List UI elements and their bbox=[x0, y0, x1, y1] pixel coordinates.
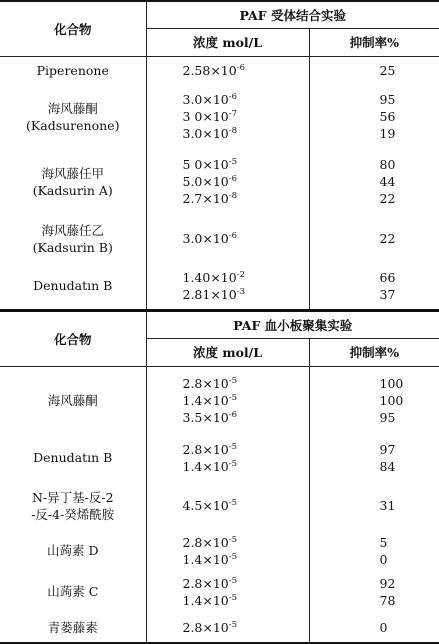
table-row bbox=[0, 613, 439, 643]
inhibition-rate-cell bbox=[309, 85, 439, 149]
concentration-mantissa: 2.7×10 bbox=[183, 191, 229, 206]
inhibition-rate-value: 56 bbox=[380, 108, 439, 125]
concentration-mantissa: 1.40×10 bbox=[183, 270, 237, 285]
inhibition-rate-value: 97 bbox=[380, 441, 439, 458]
section-paf-platelet-aggregation bbox=[0, 311, 439, 643]
concentration-exponent: -5 bbox=[229, 535, 237, 545]
concentration-cell bbox=[146, 435, 309, 481]
inhibition-rate-value: 31 bbox=[380, 497, 439, 514]
concentration-exponent: -5 bbox=[229, 157, 237, 167]
concentration-cell bbox=[146, 367, 309, 435]
table-row bbox=[0, 435, 439, 481]
compound-name-line: 海风藤酮 bbox=[4, 392, 142, 409]
compound-header: 化合物 bbox=[0, 311, 146, 367]
concentration-value bbox=[183, 592, 309, 609]
concentration-value bbox=[183, 286, 309, 303]
inhibition-rate-cell bbox=[309, 531, 439, 571]
concentration-value bbox=[183, 619, 309, 636]
compound-name-line: 青蒌藤素 bbox=[4, 619, 142, 636]
concentration-mantissa: 2.8×10 bbox=[183, 376, 229, 391]
inhibition-rate-cell bbox=[309, 367, 439, 435]
concentration-exponent: -5 bbox=[229, 576, 237, 586]
concentration-mantissa: 3.0×10 bbox=[183, 231, 229, 246]
concentration-value bbox=[183, 156, 309, 173]
table-row bbox=[0, 149, 439, 215]
inhibition-rate-cell bbox=[309, 571, 439, 613]
concentration-exponent: -6 bbox=[229, 410, 237, 420]
compound-name-line: 海风藤任乙 bbox=[4, 222, 142, 239]
concentration-value bbox=[183, 269, 309, 286]
inhibition-rate-cell bbox=[309, 263, 439, 311]
concentration-exponent: -5 bbox=[229, 376, 237, 386]
header-row bbox=[0, 1, 439, 29]
concentration-mantissa: 2.8×10 bbox=[183, 535, 229, 550]
compound-name-line: -反-4-癸烯酰胺 bbox=[4, 506, 142, 523]
inhibition-rate-value: 37 bbox=[380, 286, 439, 303]
concentration-cell bbox=[146, 531, 309, 571]
compound-name-line: Denudatın B bbox=[4, 449, 142, 466]
concentration-exponent: -6 bbox=[229, 231, 237, 241]
concentration-cell bbox=[146, 85, 309, 149]
concentration-mantissa: 1.4×10 bbox=[183, 552, 229, 567]
concentration-value bbox=[183, 125, 309, 142]
concentration-header: 浓度 mol/L bbox=[146, 339, 309, 367]
compound-name bbox=[0, 367, 146, 435]
concentration-value bbox=[183, 458, 309, 475]
inhibition-rate-value: 95 bbox=[380, 409, 439, 426]
concentration-mantissa: 2.58×10 bbox=[183, 63, 237, 78]
concentration-exponent: -5 bbox=[229, 498, 237, 508]
concentration-value bbox=[183, 375, 309, 392]
concentration-value bbox=[183, 62, 309, 79]
inhibition-rate-value: 0 bbox=[380, 551, 439, 568]
concentration-mantissa: 3.0×10 bbox=[183, 126, 229, 141]
concentration-mantissa: 2.8×10 bbox=[183, 620, 229, 635]
concentration-value bbox=[183, 441, 309, 458]
concentration-exponent: -3 bbox=[237, 287, 245, 297]
concentration-value bbox=[183, 551, 309, 568]
table-row bbox=[0, 57, 439, 85]
inhibition-rate-value: 100 bbox=[380, 392, 439, 409]
inhibition-rate-value: 19 bbox=[380, 125, 439, 142]
experiment-header: PAF 受体结合实验 bbox=[146, 1, 439, 29]
inhibition-rate-header: 抑制率% bbox=[309, 339, 439, 367]
concentration-cell bbox=[146, 263, 309, 311]
inhibition-rate-value: 5 bbox=[380, 534, 439, 551]
inhibition-rate-value: 100 bbox=[380, 375, 439, 392]
compound-name-line: 海风藤任甲 bbox=[4, 165, 142, 182]
table-row bbox=[0, 481, 439, 531]
compound-name bbox=[0, 481, 146, 531]
concentration-cell bbox=[146, 57, 309, 85]
concentration-exponent: -2 bbox=[237, 270, 245, 280]
concentration-mantissa: 2.81×10 bbox=[183, 287, 237, 302]
inhibition-rate-value: 66 bbox=[380, 269, 439, 286]
table-row bbox=[0, 215, 439, 263]
compound-name bbox=[0, 435, 146, 481]
inhibition-rate-value: 22 bbox=[380, 230, 439, 247]
concentration-mantissa: 4.5×10 bbox=[183, 498, 229, 513]
concentration-value bbox=[183, 392, 309, 409]
inhibition-rate-value: 22 bbox=[380, 190, 439, 207]
inhibition-rate-value: 92 bbox=[380, 575, 439, 592]
compound-name bbox=[0, 531, 146, 571]
compound-name-line: N-异丁基-反-2 bbox=[4, 489, 142, 506]
concentration-exponent: -5 bbox=[229, 442, 237, 452]
compound-name bbox=[0, 57, 146, 85]
compound-name-line: (Kadsurin B) bbox=[4, 239, 142, 256]
experiment-header: PAF 血小板聚集实验 bbox=[146, 311, 439, 339]
inhibition-rate-cell bbox=[309, 149, 439, 215]
inhibition-rate-value: 78 bbox=[380, 592, 439, 609]
table-row bbox=[0, 367, 439, 435]
compound-name-line: (Kadsurin A) bbox=[4, 182, 142, 199]
concentration-header: 浓度 mol/L bbox=[146, 29, 309, 57]
concentration-exponent: -5 bbox=[229, 593, 237, 603]
compound-name-line: 山蒟素 C bbox=[4, 583, 142, 600]
table-row bbox=[0, 263, 439, 311]
concentration-mantissa: 1.4×10 bbox=[183, 593, 229, 608]
inhibition-rate-value: 80 bbox=[380, 156, 439, 173]
concentration-value bbox=[183, 409, 309, 426]
concentration-exponent: -6 bbox=[229, 92, 237, 102]
inhibition-rate-cell bbox=[309, 613, 439, 643]
concentration-value bbox=[183, 534, 309, 551]
concentration-cell bbox=[146, 613, 309, 643]
concentration-cell bbox=[146, 571, 309, 613]
concentration-mantissa: 3.0×10 bbox=[183, 92, 229, 107]
table-row bbox=[0, 85, 439, 149]
table-row bbox=[0, 571, 439, 613]
concentration-value bbox=[183, 108, 309, 125]
compound-name-line: (Kadsurenone) bbox=[4, 117, 142, 134]
table-row bbox=[0, 531, 439, 571]
compound-name-line: Piperenone bbox=[4, 62, 142, 79]
concentration-value bbox=[183, 230, 309, 247]
compound-name bbox=[0, 571, 146, 613]
inhibition-rate-cell bbox=[309, 435, 439, 481]
concentration-mantissa: 1.4×10 bbox=[183, 459, 229, 474]
concentration-value bbox=[183, 91, 309, 108]
inhibition-rate-value: 84 bbox=[380, 458, 439, 475]
concentration-cell bbox=[146, 481, 309, 531]
concentration-exponent: -5 bbox=[229, 620, 237, 630]
concentration-exponent: -8 bbox=[229, 126, 237, 136]
compound-name bbox=[0, 613, 146, 643]
concentration-mantissa: 2.8×10 bbox=[183, 576, 229, 591]
compound-name bbox=[0, 149, 146, 215]
concentration-mantissa: 3 0×10 bbox=[183, 109, 229, 124]
inhibition-rate-value: 44 bbox=[380, 173, 439, 190]
concentration-mantissa: 5.0×10 bbox=[183, 174, 229, 189]
concentration-value bbox=[183, 575, 309, 592]
inhibition-rate-cell bbox=[309, 57, 439, 85]
concentration-exponent: -6 bbox=[237, 63, 245, 73]
compound-name-line: 海风藤酮 bbox=[4, 100, 142, 117]
compound-name bbox=[0, 215, 146, 263]
inhibition-rate-header: 抑制率% bbox=[309, 29, 439, 57]
concentration-exponent: -7 bbox=[229, 109, 237, 119]
inhibition-rate-cell bbox=[309, 215, 439, 263]
concentration-value bbox=[183, 190, 309, 207]
section-paf-receptor-binding bbox=[0, 1, 439, 311]
concentration-value bbox=[183, 497, 309, 514]
concentration-cell bbox=[146, 149, 309, 215]
concentration-exponent: -6 bbox=[229, 174, 237, 184]
inhibition-rate-value: 25 bbox=[380, 62, 439, 79]
concentration-mantissa: 5 0×10 bbox=[183, 157, 229, 172]
concentration-exponent: -5 bbox=[229, 459, 237, 469]
concentration-exponent: -8 bbox=[229, 191, 237, 201]
concentration-mantissa: 1.4×10 bbox=[183, 393, 229, 408]
compound-name-line: Denudatın B bbox=[4, 277, 142, 294]
inhibition-rate-value: 0 bbox=[380, 619, 439, 636]
concentration-mantissa: 2.8×10 bbox=[183, 442, 229, 457]
concentration-cell bbox=[146, 215, 309, 263]
inhibition-rate-cell bbox=[309, 481, 439, 531]
concentration-exponent: -5 bbox=[229, 393, 237, 403]
compound-name-line: 山蒟素 D bbox=[4, 542, 142, 559]
inhibition-rate-value: 95 bbox=[380, 91, 439, 108]
compound-name bbox=[0, 263, 146, 311]
compound-header: 化合物 bbox=[0, 1, 146, 57]
compound-name bbox=[0, 85, 146, 149]
header-row bbox=[0, 311, 439, 339]
concentration-value bbox=[183, 173, 309, 190]
concentration-mantissa: 3.5×10 bbox=[183, 410, 229, 425]
concentration-exponent: -5 bbox=[229, 552, 237, 562]
